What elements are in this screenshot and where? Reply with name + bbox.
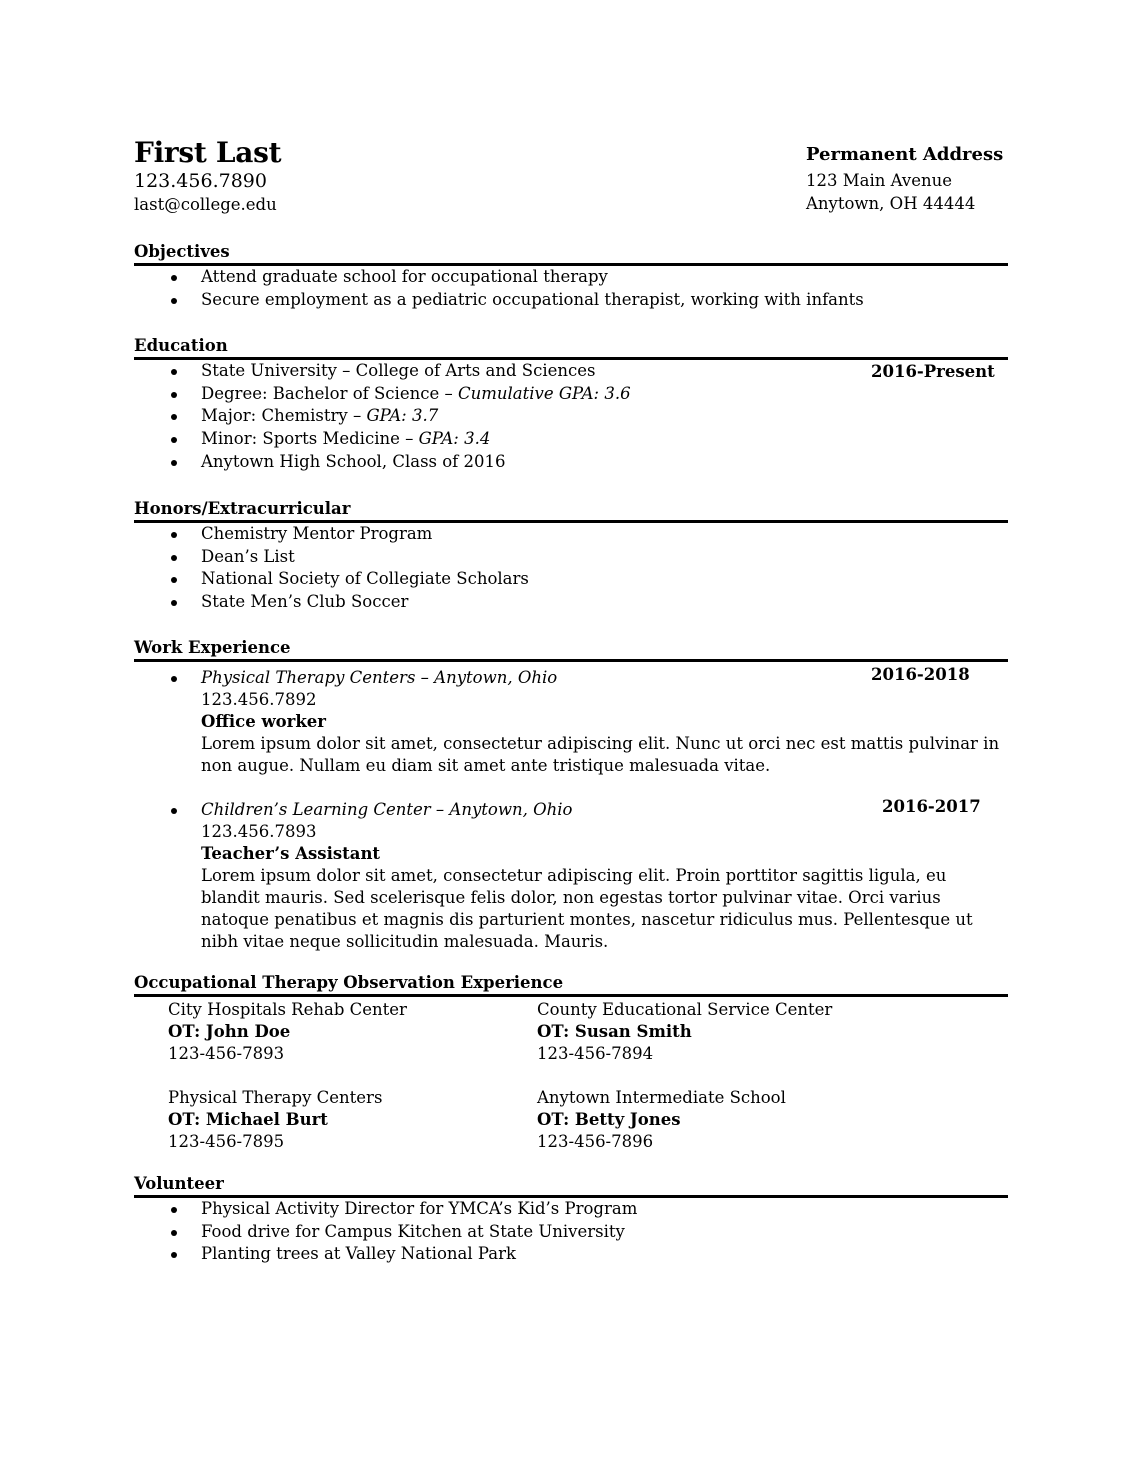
job-date: 2016-2018: [871, 665, 970, 684]
honors-list: [134, 523, 1008, 614]
observation-phone: 123-456-7894: [537, 1044, 654, 1063]
education-text: Anytown High School, Class of 2016: [201, 451, 506, 471]
objectives-list: [134, 266, 1008, 311]
list-item: [134, 383, 1008, 406]
volunteer-list: [134, 1198, 1008, 1266]
section-divider: [134, 659, 1008, 662]
gpa-text: GPA: 3.7: [366, 406, 439, 426]
list-item: Planting trees at Valley National Park: [134, 1243, 1008, 1266]
applicant-name: First Last: [134, 136, 282, 169]
list-item: Food drive for Campus Kitchen at State University: [134, 1221, 1008, 1244]
section-title-honors: Honors/Extracurricular: [134, 499, 351, 518]
observation-entry: [168, 1087, 528, 1153]
section-title-education: Education: [134, 336, 228, 355]
job-position: Office worker: [201, 712, 326, 731]
observation-entry: [537, 999, 897, 1065]
observation-therapist: OT: Michael Burt: [168, 1110, 328, 1129]
education-text: Major: Chemistry –: [201, 406, 367, 426]
gpa-text: GPA: 3.4: [418, 429, 491, 449]
education-date: 2016-Present: [871, 362, 995, 381]
job-employer: Physical Therapy Centers – Anytown, Ohio: [201, 668, 558, 687]
gpa-text: Cumulative GPA: 3.6: [457, 383, 631, 403]
applicant-phone: 123.456.7890: [134, 170, 267, 192]
list-item: [134, 428, 1008, 451]
observation-phone: 123-456-7893: [168, 1044, 285, 1063]
observation-therapist: OT: Betty Jones: [537, 1110, 681, 1129]
observation-section: [134, 973, 1008, 1173]
list-item: Dean’s List: [134, 546, 1008, 569]
observation-entry: [537, 1087, 897, 1153]
job-position: Teacher’s Assistant: [201, 844, 381, 863]
honors-section: [134, 499, 1008, 614]
section-title-work: Work Experience: [134, 638, 291, 657]
section-title-observation: Occupational Therapy Observation Experience: [134, 973, 564, 992]
observation-therapist: OT: John Doe: [168, 1022, 291, 1041]
observation-place: Physical Therapy Centers: [168, 1088, 383, 1107]
permanent-address: [806, 144, 1026, 217]
list-item: Attend graduate school for occupational therapy: [134, 266, 1008, 289]
education-text: Minor: Sports Medicine –: [201, 429, 419, 449]
list-item: [134, 451, 1008, 474]
job-entry: [134, 667, 1008, 777]
list-item: National Society of Collegiate Scholars: [134, 568, 1008, 591]
education-text: Degree: Bachelor of Science –: [201, 383, 458, 403]
applicant-email: last@college.edu: [134, 195, 277, 214]
observation-phone: 123-456-7895: [168, 1132, 285, 1151]
address-line-1: 123 Main Avenue: [806, 171, 952, 190]
list-item: Secure employment as a pediatric occupational therapist, working with infants: [134, 289, 1008, 312]
list-item: State Men’s Club Soccer: [134, 591, 1008, 614]
job-phone: 123.456.7892: [201, 690, 317, 709]
volunteer-section: [134, 1174, 1008, 1266]
section-title-volunteer: Volunteer: [134, 1174, 224, 1193]
observation-place: County Educational Service Center: [537, 1000, 833, 1019]
address-line-2: Anytown, OH 44444: [806, 194, 976, 213]
observation-entry: [168, 999, 528, 1065]
education-text: State University – College of Arts and Sciences: [201, 361, 596, 380]
objectives-section: [134, 242, 1008, 311]
job-entry: [134, 799, 1008, 953]
list-item: Physical Activity Director for YMCA’s Kid’s Program: [134, 1198, 1008, 1221]
job-date: 2016-2017: [882, 797, 981, 816]
job-description: Lorem ipsum dolor sit amet, consectetur adipiscing elit. Proin porttitor sagittis ligula, eu blandit mauris. Sed scelerisque felis dolor, non egestas tortor pulvinar vitae. Orci varius natoque penatibus et magnis dis parturient montes, nascetur ridiculus mus. Pellentesque ut nibh vitae neque sollicitudin malesuada. Mauris.: [201, 866, 973, 951]
section-title-objectives: Objectives: [134, 242, 230, 261]
list-item: [134, 360, 1008, 383]
observation-phone: 123-456-7896: [537, 1132, 654, 1151]
list-item: [134, 405, 1008, 428]
job-employer: Children’s Learning Center – Anytown, Ohio: [201, 800, 573, 819]
observation-place: Anytown Intermediate School: [537, 1088, 786, 1107]
list-item: Chemistry Mentor Program: [134, 523, 1008, 546]
observation-grid: [134, 997, 1008, 1173]
education-list: [134, 360, 1008, 474]
resume-header: [134, 136, 1004, 226]
observation-place: City Hospitals Rehab Center: [168, 1000, 407, 1019]
education-section: [134, 336, 1008, 474]
job-description: Lorem ipsum dolor sit amet, consectetur adipiscing elit. Nunc ut orci nec est mattis pulvinar in non augue. Nullam eu diam sit amet ante tristique malesuada vitae.: [201, 734, 1000, 775]
address-title: Permanent Address: [806, 144, 1004, 165]
job-phone: 123.456.7893: [201, 822, 317, 841]
work-section: [134, 638, 1008, 953]
observation-therapist: OT: Susan Smith: [537, 1022, 692, 1041]
